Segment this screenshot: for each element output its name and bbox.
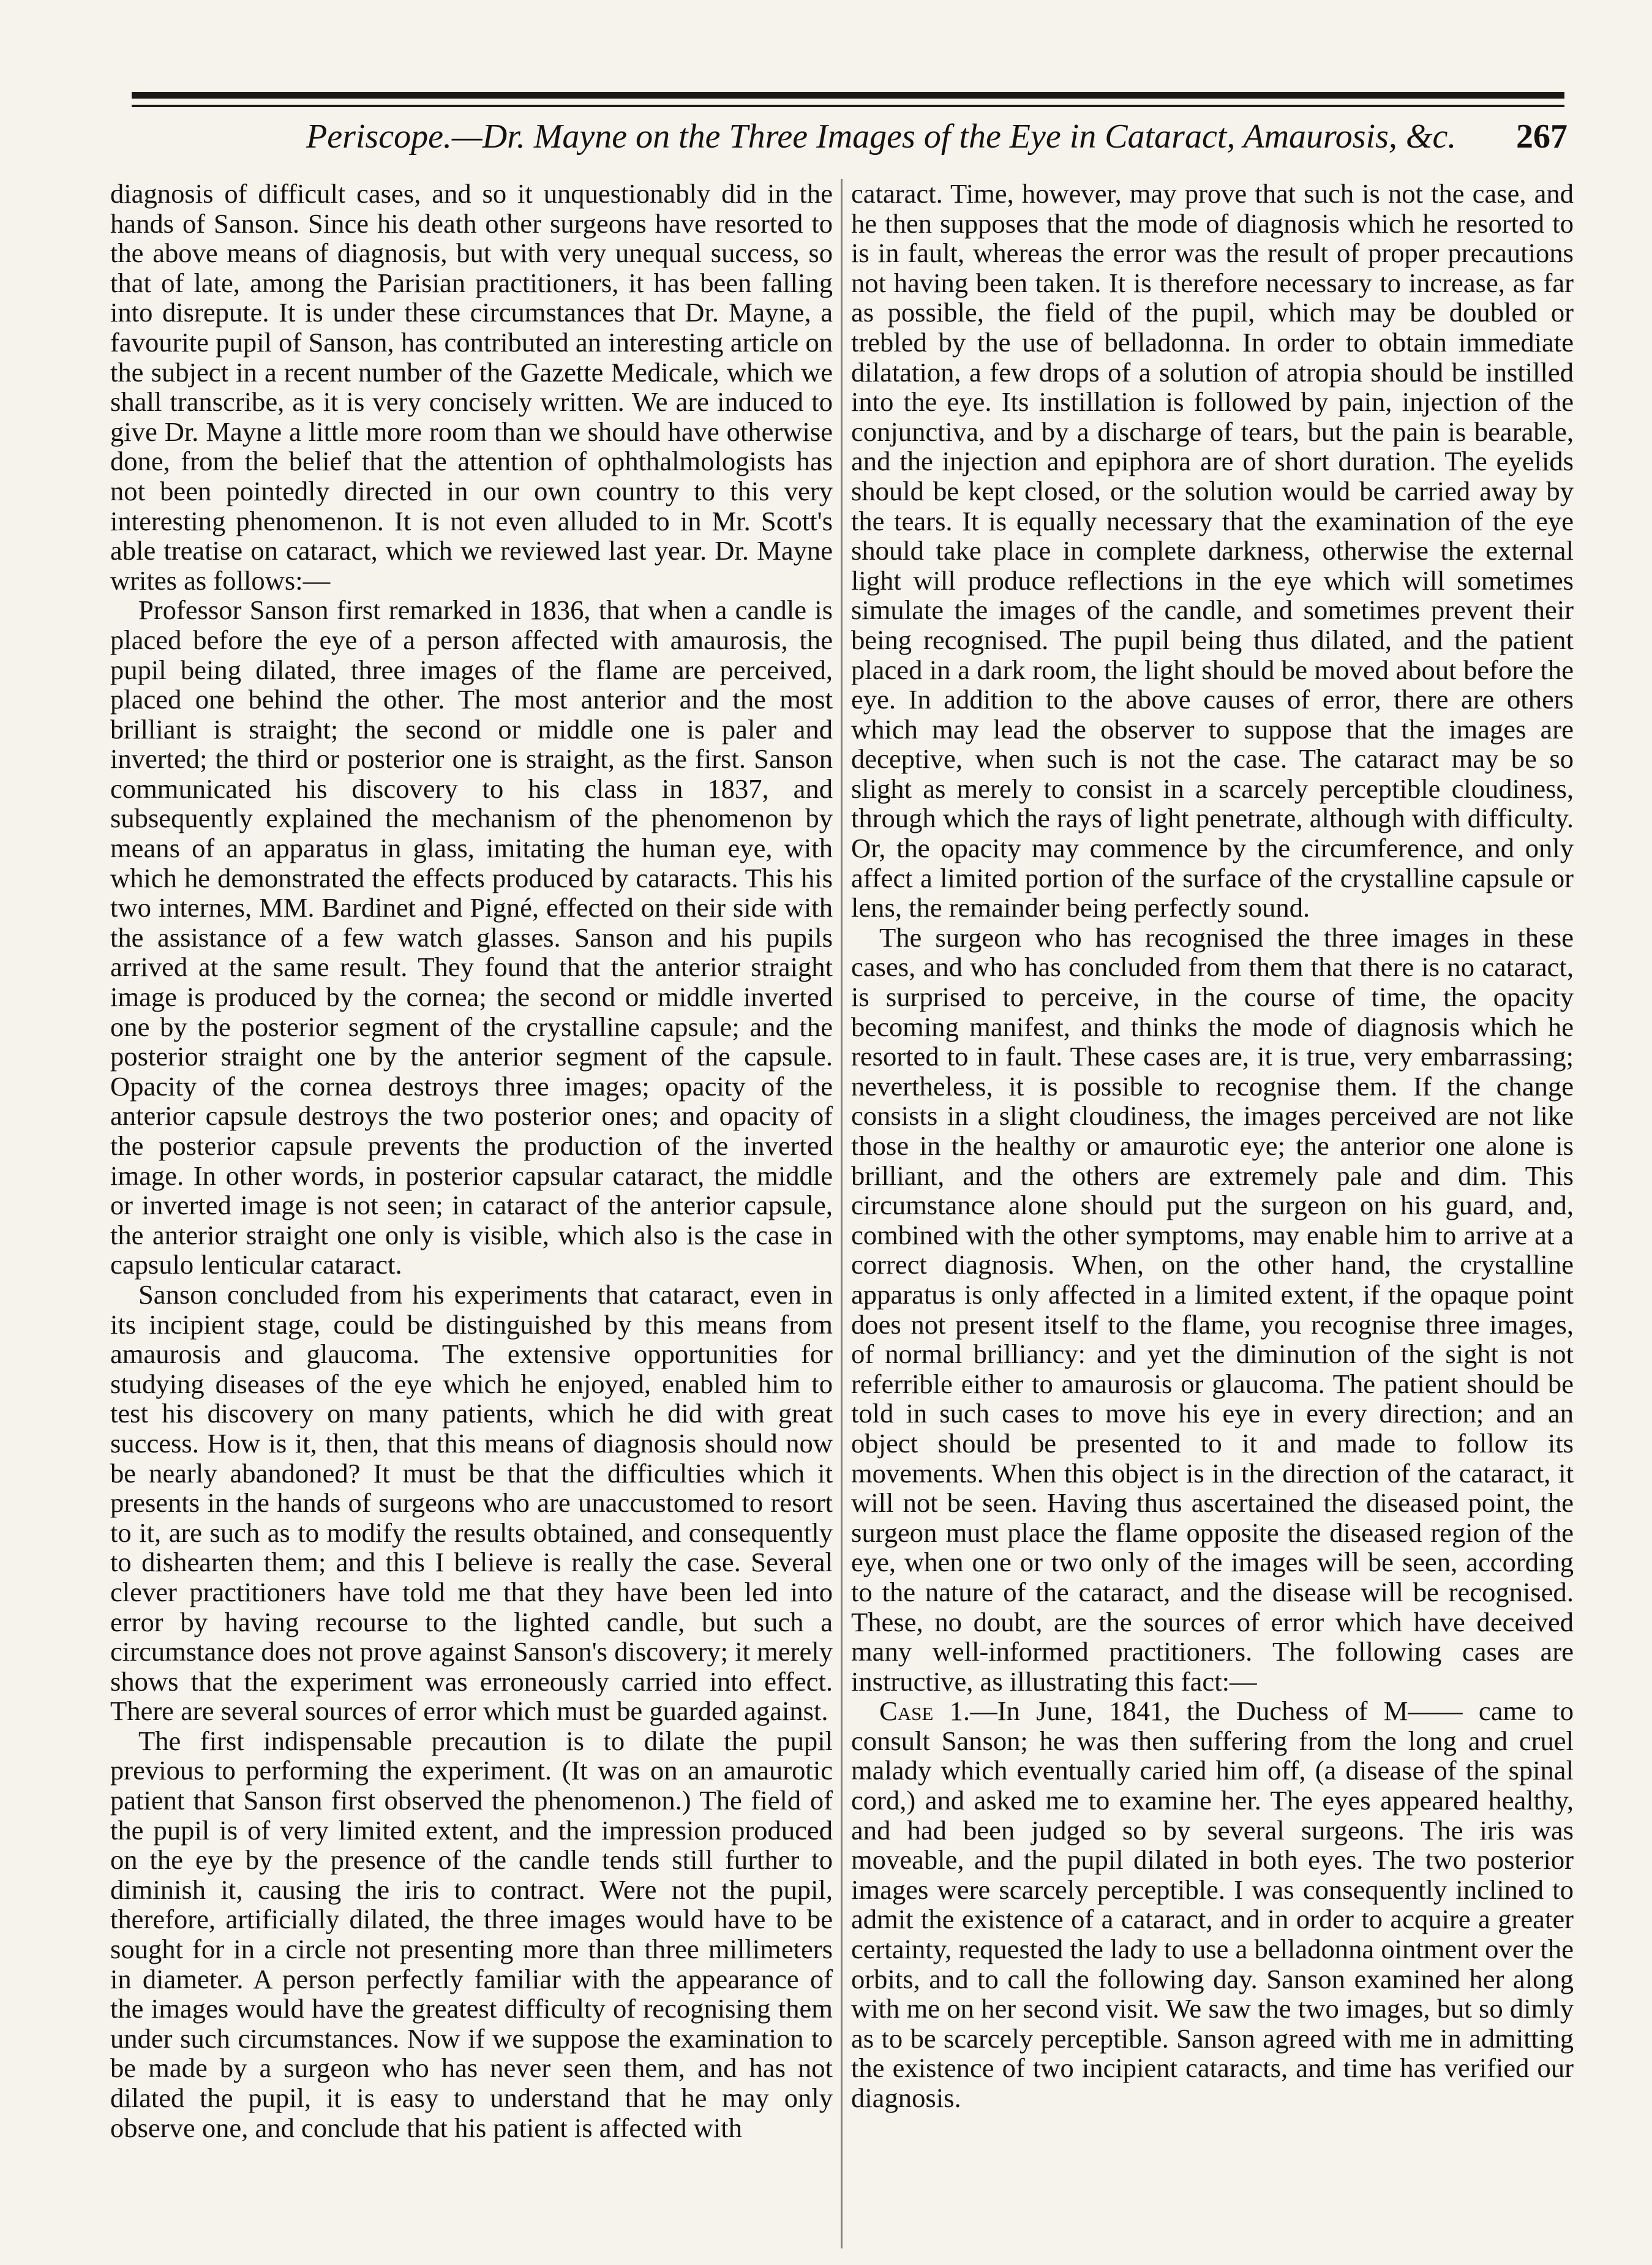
column-divider — [841, 179, 843, 2248]
running-header — [306, 115, 1568, 158]
case-label: Case 1. — [879, 1696, 971, 1727]
header-rule-thin — [132, 105, 1564, 107]
right-column — [851, 179, 1574, 2248]
running-title: Periscope.—Dr. Mayne on the Three Images of the Eye in Cataract, Amaurosis, &c. — [306, 118, 1457, 156]
left-column — [110, 179, 833, 2248]
case-1-paragraph — [851, 1696, 1574, 2113]
left-paragraph-3: Sanson concluded from his experiments that cataract, even in its incipient stage, could be distinguished by this means from amaurosis and glaucoma. The extensive opportunities for studying diseases of the eye which he enjoyed, enabled him to test his discovery on many patients, which he did with great success. How is it, then, that this means of diagnosis should now be nearly abandoned? It must be that the difficulties which it presents in the hands of surgeons who are unaccustomed to resort to it, are such as to modify the results obtained, and consequently to dishearten them; and this I believe is really the case. Several clever practitioners have told me that they have been led into error by having recourse to the lighted candle, but such a circumstance does not prove against Sanson's discovery; it merely shows that the experiment was erroneously carried into effect. There are several sources of error which must be guarded against. — [110, 1279, 833, 1727]
page-number: 267 — [1516, 118, 1568, 156]
right-paragraph-1: cataract. Time, however, may prove that such is not the case, and he then supposes that the mode of diagnosis which he resorted to is in fault, whereas the error was the result of proper precautions not having been taken. It is therefore necessary to increase, as far as possible, the field of the pupil, which may be doubled or trebled by the use of belladonna. In order to obtain immediate dilatation, a few drops of a solution of atropia should be instilled into the eye. Its instillation is followed by pain, injection of the conjunctiva, and by a discharge of tears, but the pain is bearable, and the injection and epiphora are of short duration. The eyelids should be kept closed, or the solution would be carried away by the tears. It is equally necessary that the examination of the eye should take place in complete darkness, otherwise the external light will produce reflections in the eye which will sometimes simulate the images of the candle, and sometimes prevent their being recognised. The pupil being thus dilated, and the patient placed in a dark room, the light should be moved about before the eye. In addition to the above causes of error, there are others which may lead the observer to suppose that the images are deceptive, when such is not the case. The cataract may be so slight as merely to consist in a scarcely perceptible cloudiness, through which the rays of light penetrate, although with difficulty. Or, the opacity may commence by the circumference, and only affect a limited portion of the surface of the crystalline capsule or lens, the remainder being perfectly sound. — [851, 179, 1574, 923]
left-paragraph-2: Professor Sanson first remarked in 1836, that when a candle is placed before the eye of a person affected with amaurosis, the pupil being dilated, three images of the flame are perceived, placed one behind the other. The most anterior and the most brilliant is straight; the second or middle one is paler and inverted; the third or posterior one is straight, as the first. Sanson communicated his discovery to his class in 1837, and subsequently explained the mechanism of the phenomenon by means of an apparatus in glass, imitating the human eye, with which he demonstrated the effects produced by cataracts. This his two internes, MM. Bardinet and Pigné, effected on their side with the assistance of a few watch glasses. Sanson and his pupils arrived at the same result. They found that the anterior straight image is produced by the cornea; the second or middle inverted one by the posterior segment of the crystalline capsule; and the posterior straight one by the anterior segment of the capsule. Opacity of the cornea destroys three images; opacity of the anterior capsule destroys the two posterior ones; and opacity of the posterior capsule prevents the production of the inverted image. In other words, in posterior capsular cataract, the middle or inverted image is not seen; in cataract of the anterior capsule, the anterior straight one only is visible, which also is the case in capsulo lenticular cataract. — [110, 595, 833, 1280]
header-rule-thick — [132, 92, 1564, 99]
right-paragraph-2: The surgeon who has recognised the three images in these cases, and who has concluded from them that there is no cataract, is surprised to perceive, in the course of time, the opacity becoming manifest, and thinks the mode of diagnosis which he resorted to in fault. These cases are, it is true, very embarrassing; nevertheless, it is possible to recognise them. If the change consists in a slight cloudiness, the images perceived are not like those in the healthy or amaurotic eye; the anterior one alone is brilliant, and the others are extremely pale and dim. This circumstance alone should put the surgeon on his guard, and, combined with the other symptoms, may enable him to arrive at a correct diagnosis. When, on the other hand, the crystalline apparatus is only affected in a limited extent, if the opaque point does not present itself to the flame, you recognise three images, of normal brilliancy: and yet the diminution of the sight is not referrible either to amaurosis or glaucoma. The patient should be told in such cases to move his eye in every direction; and an object should be presented to it and made to follow its movements. When this object is in the direction of the cataract, it will not be seen. Having thus ascertained the diseased point, the surgeon must place the flame opposite the diseased region of the eye, when one or two only of the images will be seen, according to the nature of the cataract, and the disease will be recognised. These, no doubt, are the sources of error which have deceived many well-informed practitioners. The following cases are instructive, as illustrating this fact:— — [851, 922, 1574, 1697]
left-paragraph-4: The first indispensable precaution is to dilate the pupil previous to performing the experiment. (It was on an amaurotic patient that Sanson first observed the phenomenon.) The field of the pupil is of very limited extent, and the impression produced on the eye by the presence of the candle tends still further to diminish it, causing the iris to contract. Were not the pupil, therefore, artificially dilated, the three images would have to be sought for in a circle not presenting more than three millimeters in diameter. A person perfectly familiar with the appearance of the images would have the greatest difficulty of recognising them under such circumstances. Now if we suppose the examination to be made by a surgeon who has never seen them, and has not dilated the pupil, it is easy to understand that he may only observe one, and conclude that his patient is affected with — [110, 1725, 833, 2143]
left-paragraph-1: diagnosis of difficult cases, and so it unquestionably did in the hands of Sanson. Since his death other surgeons have resorted to the above means of diagnosis, but with very unequal success, so that of late, among the Parisian practitioners, it has been falling into disrepute. It is under these circumstances that Dr. Mayne, a favourite pupil of Sanson, has contributed an interesting article on the subject in a recent number of the Gazette Medicale, which we shall transcribe, as it is very concisely written. We are induced to give Dr. Mayne a little more room than we should have otherwise done, from the belief that the attention of ophthalmologists has not been pointedly directed in our own country to this very interesting phenomenon. It is not even alluded to in Mr. Scott's able treatise on cataract, which we reviewed last year. Dr. Mayne writes as follows:— — [110, 179, 833, 596]
case-1-text: —In June, 1841, the Duchess of M—— came to consult Sanson; he was then suffering from the long and cruel malady which eventually caried him off, (a disease of the spinal cord,) and asked me to examine her. The eyes appeared healthy, and had been judged so by several surgeons. The iris was moveable, and the pupil dilated in both eyes. The two posterior images were scarcely perceptible. I was consequently inclined to admit the existence of a cataract, and in order to acquire a greater certainty, requested the lady to use a belladonna ointment over the orbits, and to call the following day. Sanson examined her along with me on her second visit. We saw the two images, but so dimly as to be scarcely perceptible. Sanson agreed with me in admitting the existence of two incipient cataracts, and time has verified our diagnosis. — [851, 1696, 1574, 2113]
